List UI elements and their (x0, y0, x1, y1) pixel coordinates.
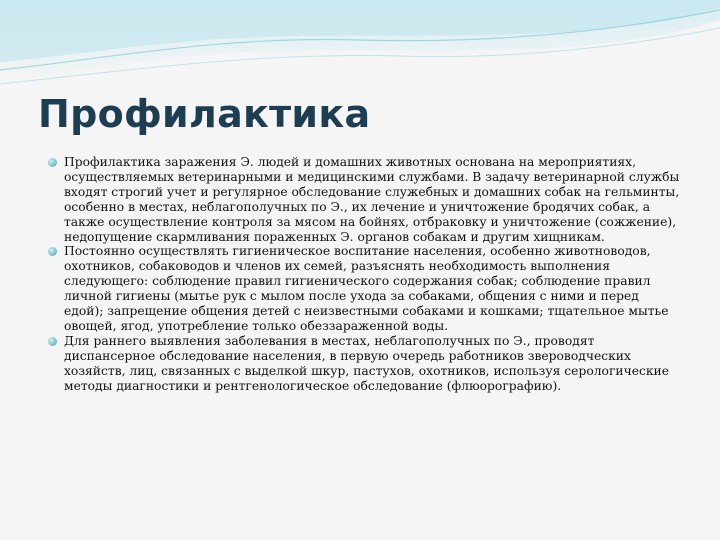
bullet-text: Для раннего выявления заболевания в местах, неблагополучных по Э., проводят диспансерное обследование населения, в первую очередь работников звероводческих хозяйств, лиц, связанных с выделкой шкур, пастухов, охотников, используя серологические методы диагностики и рентгенологическое обследование (флюорографию). (64, 333, 670, 393)
bullet-icon (48, 158, 57, 167)
list-item (46, 155, 682, 244)
slide-title: Профилактика (38, 92, 371, 136)
bullet-list (46, 155, 682, 394)
bullet-text: Профилактика заражения Э. людей и домашних животных основана на мероприятиях, осуществляемых ветеринарными и медицинскими службами. В задачу ветеринарной службы входят строгий учет и регулярное обследование служебных и домашних собак на гельминты, особенно в местах, неблагополучных по Э., их лечение и уничтожение бродячих собак, а также осуществление контроля за мясом на бойнях, отбраковку и уничтожение (сожжение), недопущение скармливания пораженных Э. органов собакам и другим хищникам. (64, 155, 680, 244)
bullet-icon (48, 337, 57, 346)
bullet-icon (48, 247, 57, 256)
bullet-text: Постоянно осуществлять гигиеническое воспитание населения, особенно животноводов, охотников, собаководов и членов их семей, разъяснять необходимость выполнения следующего: соблюдение правил гигиенического содержания собак; соблюдение правил личной гигиены (мытье рук с мылом после ухода за собаками, общения с ними и перед едой); запрещение общения детей с неизвестными собаками и кошками; тщательное мытье овощей, ягод, употребление только обеззараженной воды. (64, 244, 669, 333)
list-item (46, 244, 682, 333)
list-item (46, 334, 682, 394)
